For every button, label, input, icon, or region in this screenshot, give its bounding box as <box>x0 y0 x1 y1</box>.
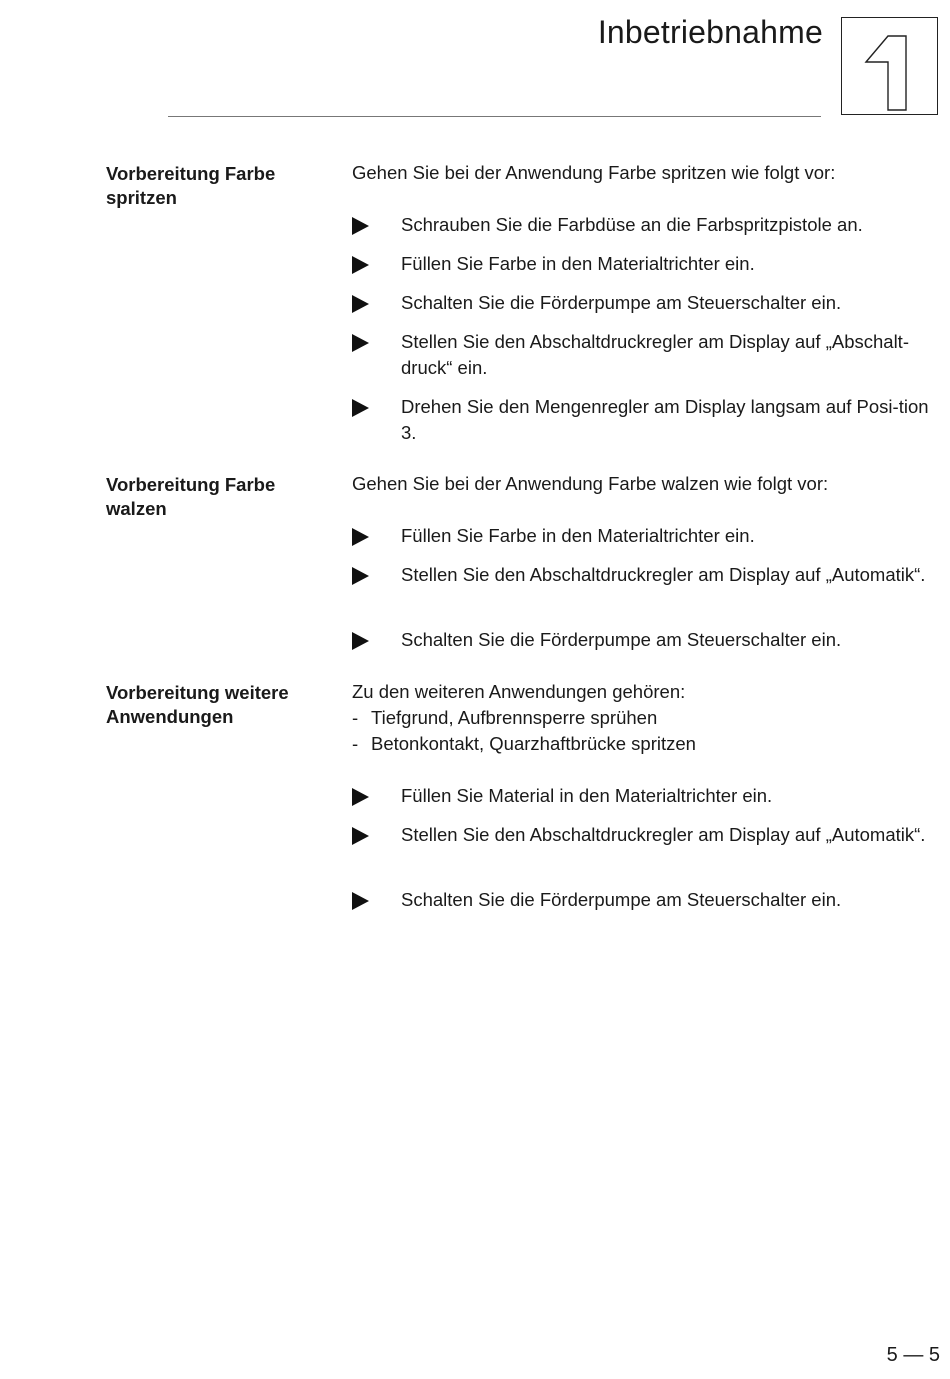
arrow-right-icon <box>352 334 369 352</box>
step-text: Füllen Sie Farbe in den Materialtrichter ein. <box>401 253 755 274</box>
section-label-weitere-anwendungen: Vorbereitung weitere Anwendungen <box>106 682 289 727</box>
step-text: Stellen Sie den Abschaltdruckregler am Display auf „Automatik“. <box>401 564 926 585</box>
step-text: Schalten Sie die Förderpumpe am Steuerschalter ein. <box>401 889 842 910</box>
page-number: 5 — 5 <box>886 1344 940 1366</box>
arrow-right-icon <box>352 256 369 274</box>
arrow-right-icon <box>352 295 369 313</box>
list-item-text: Betonkontakt, Quarzhaftbrücke spritzen <box>371 733 696 754</box>
section-label-farbe-spritzen: Vorbereitung Farbe spritzen <box>106 163 276 208</box>
list-item <box>352 705 657 731</box>
step-text: Schrauben Sie die Farbdüse an die Farbspritzpistole an. <box>401 214 863 235</box>
arrow-right-icon <box>352 217 369 235</box>
arrow-right-icon <box>352 827 369 845</box>
arrow-right-icon <box>352 788 369 806</box>
arrow-right-icon <box>352 399 369 417</box>
chapter-number-box <box>841 17 938 115</box>
section-intro-farbe-walzen: Gehen Sie bei der Anwendung Farbe walzen wie folgt vor: <box>352 473 829 494</box>
step-text: Füllen Sie Material in den Materialtrichter ein. <box>401 785 773 806</box>
page-title: Inbetriebnahme <box>597 14 823 50</box>
step-text: Drehen Sie den Mengenregler am Display langsam auf Posi-tion 3. <box>401 396 929 443</box>
chapter-number-outline-icon <box>842 18 939 116</box>
step-text: Stellen Sie den Abschaltdruckregler am Display auf „Abschalt-druck“ ein. <box>401 331 909 378</box>
step-text: Schalten Sie die Förderpumpe am Steuerschalter ein. <box>401 292 842 313</box>
dash-bullet: - <box>352 733 359 754</box>
section-intro-weitere-anwendungen: Zu den weiteren Anwendungen gehören: <box>352 681 686 702</box>
step-text: Stellen Sie den Abschaltdruckregler am Display auf „Automatik“. <box>401 824 926 845</box>
arrow-right-icon <box>352 892 369 910</box>
step-text: Füllen Sie Farbe in den Materialtrichter ein. <box>401 525 755 546</box>
header-divider <box>168 116 821 117</box>
list-item <box>352 731 696 757</box>
dash-bullet: - <box>352 707 359 728</box>
step-text: Schalten Sie die Förderpumpe am Steuerschalter ein. <box>401 629 842 650</box>
list-item-text: Tiefgrund, Aufbrennsperre sprühen <box>371 707 658 728</box>
arrow-right-icon <box>352 528 369 546</box>
section-intro-farbe-spritzen: Gehen Sie bei der Anwendung Farbe spritzen wie folgt vor: <box>352 162 836 183</box>
section-label-farbe-walzen: Vorbereitung Farbe walzen <box>106 474 276 519</box>
arrow-right-icon <box>352 567 369 585</box>
arrow-right-icon <box>352 632 369 650</box>
